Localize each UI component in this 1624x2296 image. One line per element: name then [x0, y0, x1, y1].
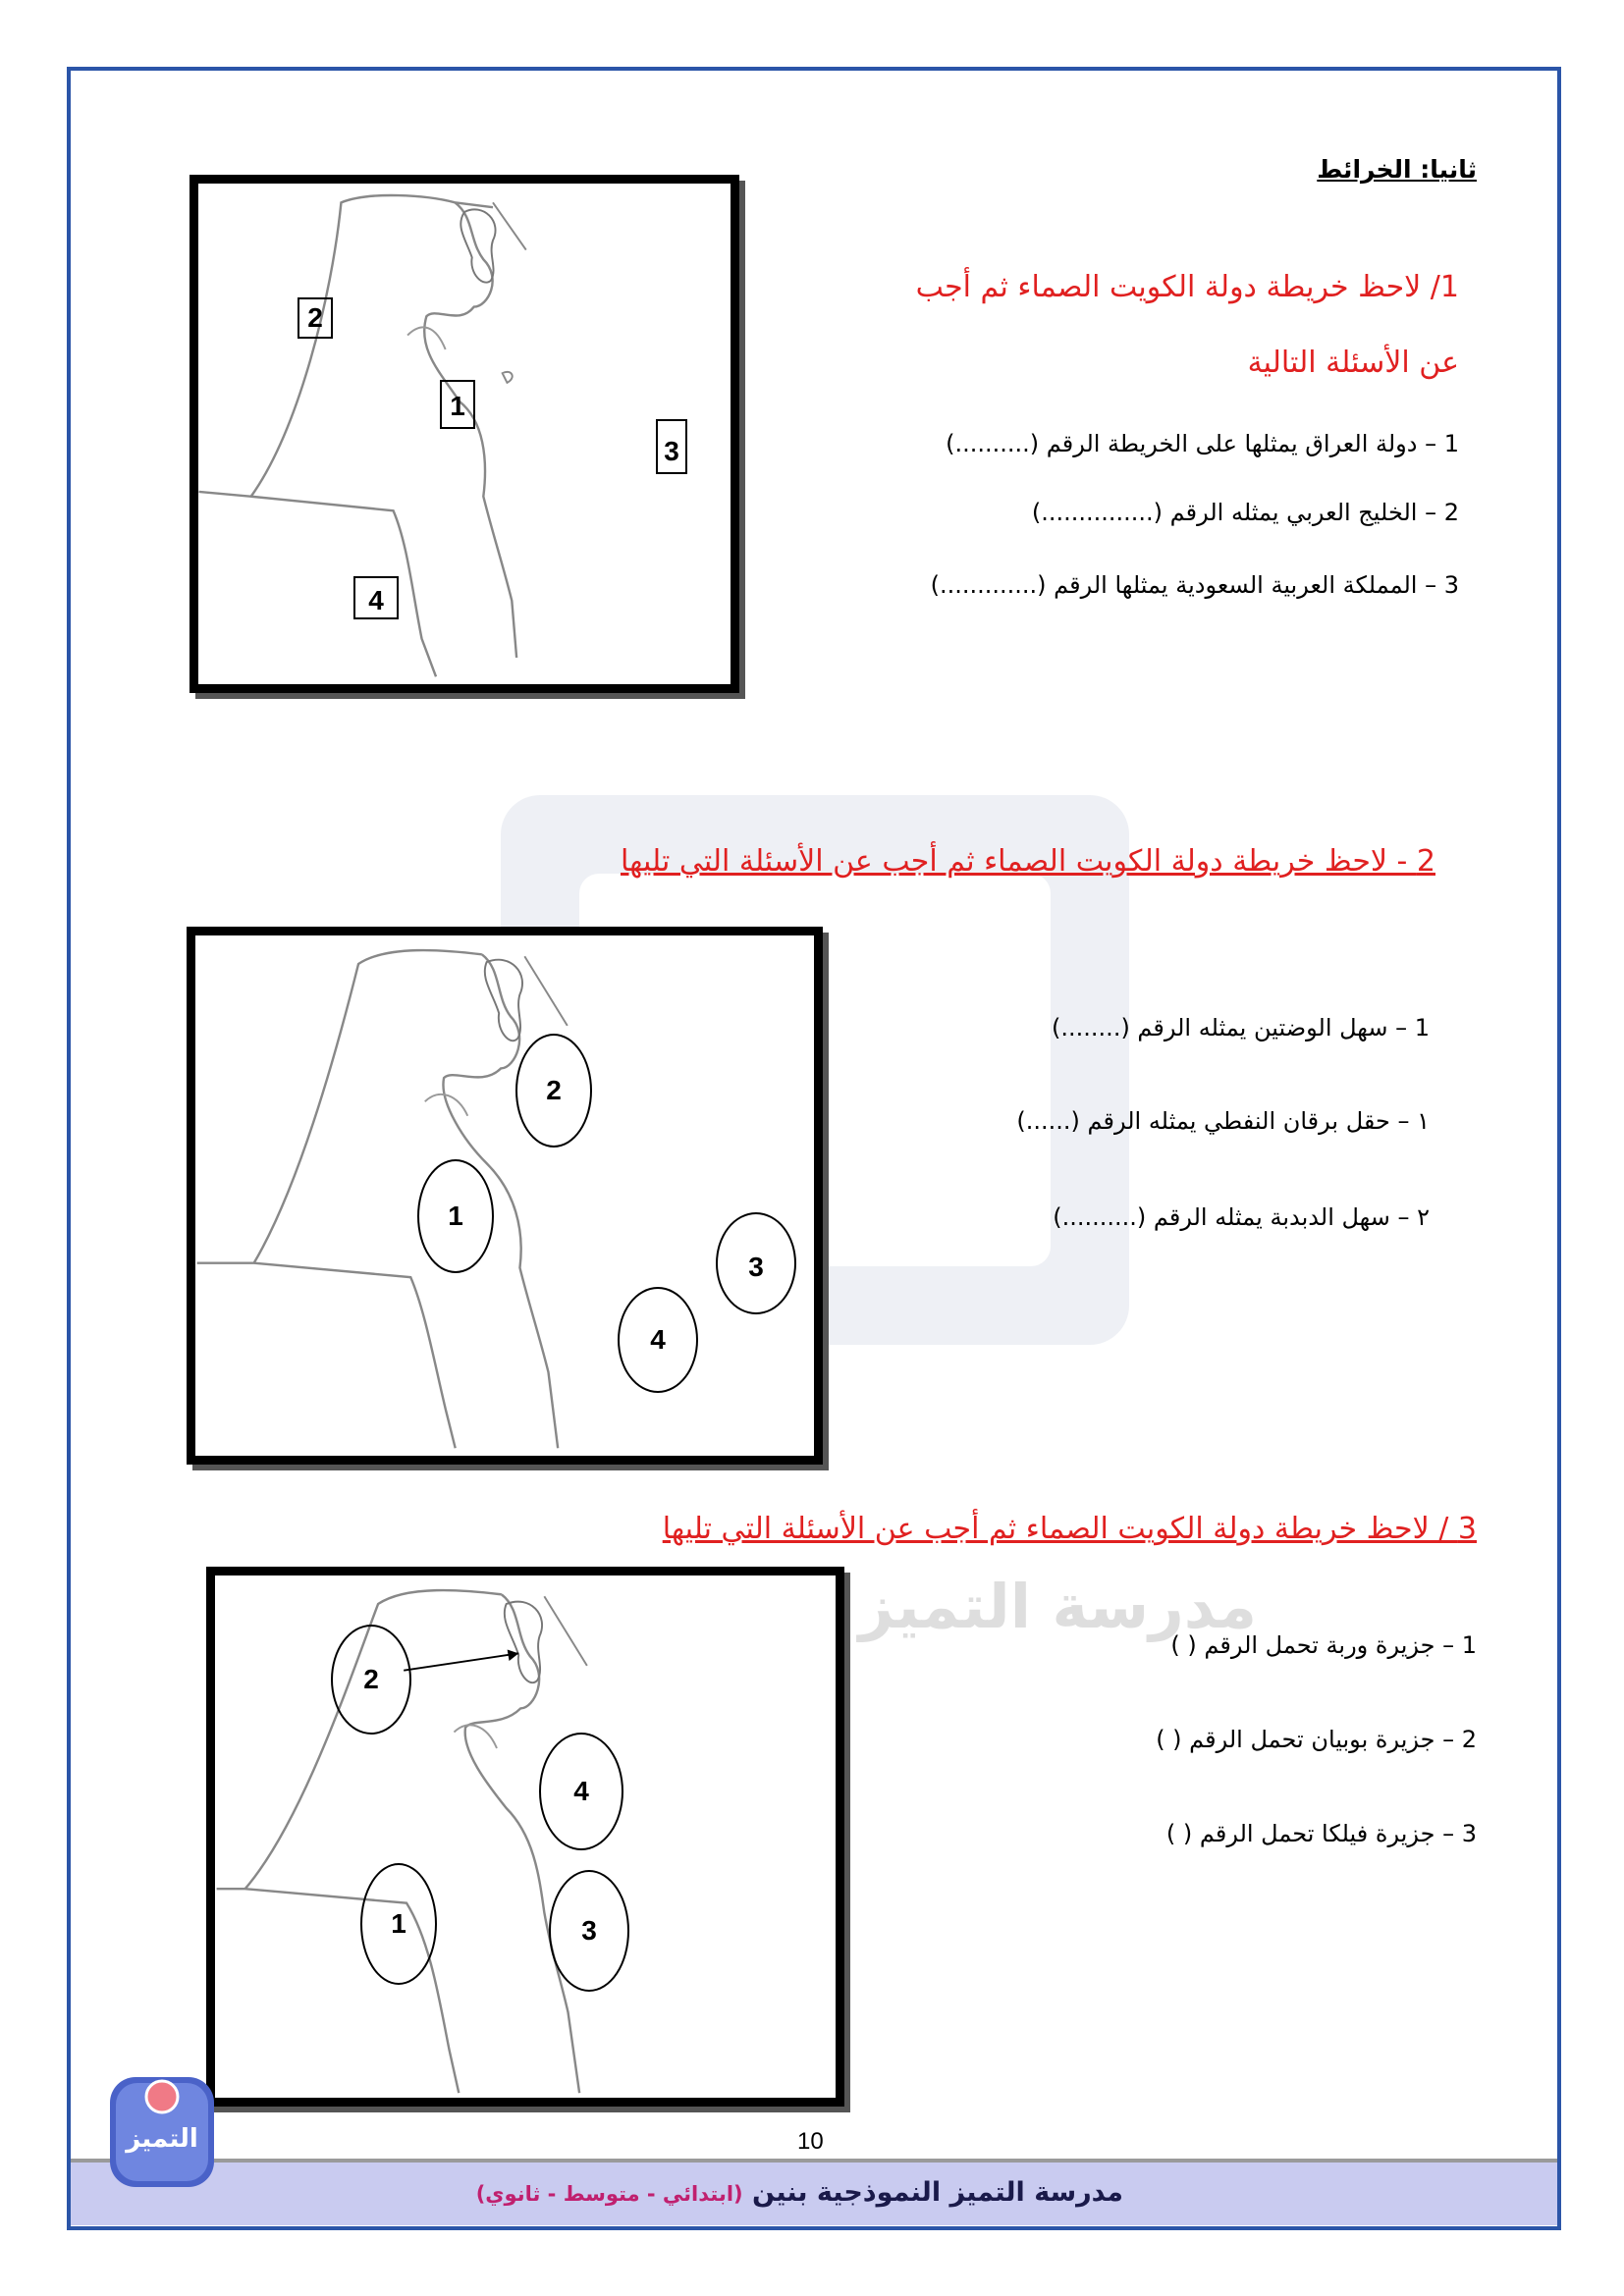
q2-map-label-3: 3 — [716, 1212, 796, 1314]
q2-map — [187, 927, 823, 1465]
q2-map-label-1: 1 — [417, 1159, 494, 1273]
q2-map-label-4: 4 — [618, 1287, 698, 1393]
q3-title: 3 / لاحظ خريطة دولة الكويت الصماء ثم أجب عن الأسئلة التي تليها — [662, 1512, 1477, 1546]
q3-map-label-4: 4 — [539, 1733, 623, 1850]
q3-item-3: 3 – جزيرة فيلكا تحمل الرقم ( ) — [1165, 1820, 1477, 1847]
q1-title-line2: عن الأسئلة التالية — [1247, 346, 1459, 380]
q2-item-1: 1 – سهل الوضتين يمثله الرقم (........) — [1052, 1014, 1430, 1041]
footer-text — [240, 2177, 1123, 2208]
q1-map-label-4: 4 — [353, 576, 399, 619]
q3-map-label-1: 1 — [360, 1863, 437, 1985]
q3-item-2: 2 – جزيرة بوبيان تحمل الرقم ( ) — [1156, 1726, 1477, 1753]
section-title: ثانيا: الخرائط — [1317, 155, 1477, 184]
q1-map-label-1: 1 — [440, 380, 475, 429]
q1-map-outline — [198, 184, 731, 684]
q3-map-label-3: 3 — [549, 1870, 629, 1992]
q3-map-outline — [215, 1575, 836, 2098]
q3-map-label-2: 2 — [331, 1625, 411, 1735]
watermark-text: مدرسة التميز — [858, 1571, 1257, 1642]
q3-item-1: 1 – جزيرة وربة تحمل الرقم ( ) — [1170, 1631, 1477, 1659]
q2-title: 2 - لاحظ خريطة دولة الكويت الصماء ثم أجب عن الأسئلة التي تليها — [620, 844, 1435, 879]
q1-item-3: 3 – المملكة العربية السعودية يمثلها الرقم (.............) — [930, 571, 1459, 599]
page-number: 10 — [797, 2128, 824, 2155]
school-logo — [106, 2069, 218, 2191]
q1-title-line1: 1/ لاحظ خريطة دولة الكويت الصماء ثم أجب — [915, 270, 1459, 304]
q2-item-3: ٢ – سهل الدبدبة يمثله الرقم (..........) — [1053, 1203, 1430, 1231]
q1-item-1: 1 – دولة العراق يمثلها على الخريطة الرقم (..........) — [946, 430, 1459, 457]
q1-map — [189, 175, 739, 693]
q3-map — [206, 1567, 844, 2107]
logo-text: التميز — [126, 2124, 198, 2154]
footer-school-name: مدرسة التميز النموذجية بنين — [752, 2177, 1123, 2208]
q2-map-label-2: 2 — [515, 1034, 592, 1148]
q1-item-2: 2 – الخليج العربي يمثله الرقم (...............) — [1031, 499, 1459, 526]
q1-map-label-3: 3 — [656, 419, 687, 474]
q2-item-2: ١ – حقل برقان النفطي يمثله الرقم (......) — [1016, 1107, 1430, 1135]
q2-map-outline — [195, 935, 814, 1456]
q1-map-label-2: 2 — [298, 297, 333, 339]
footer-stages: (ابتدائي - متوسط - ثانوي) — [475, 2182, 743, 2206]
